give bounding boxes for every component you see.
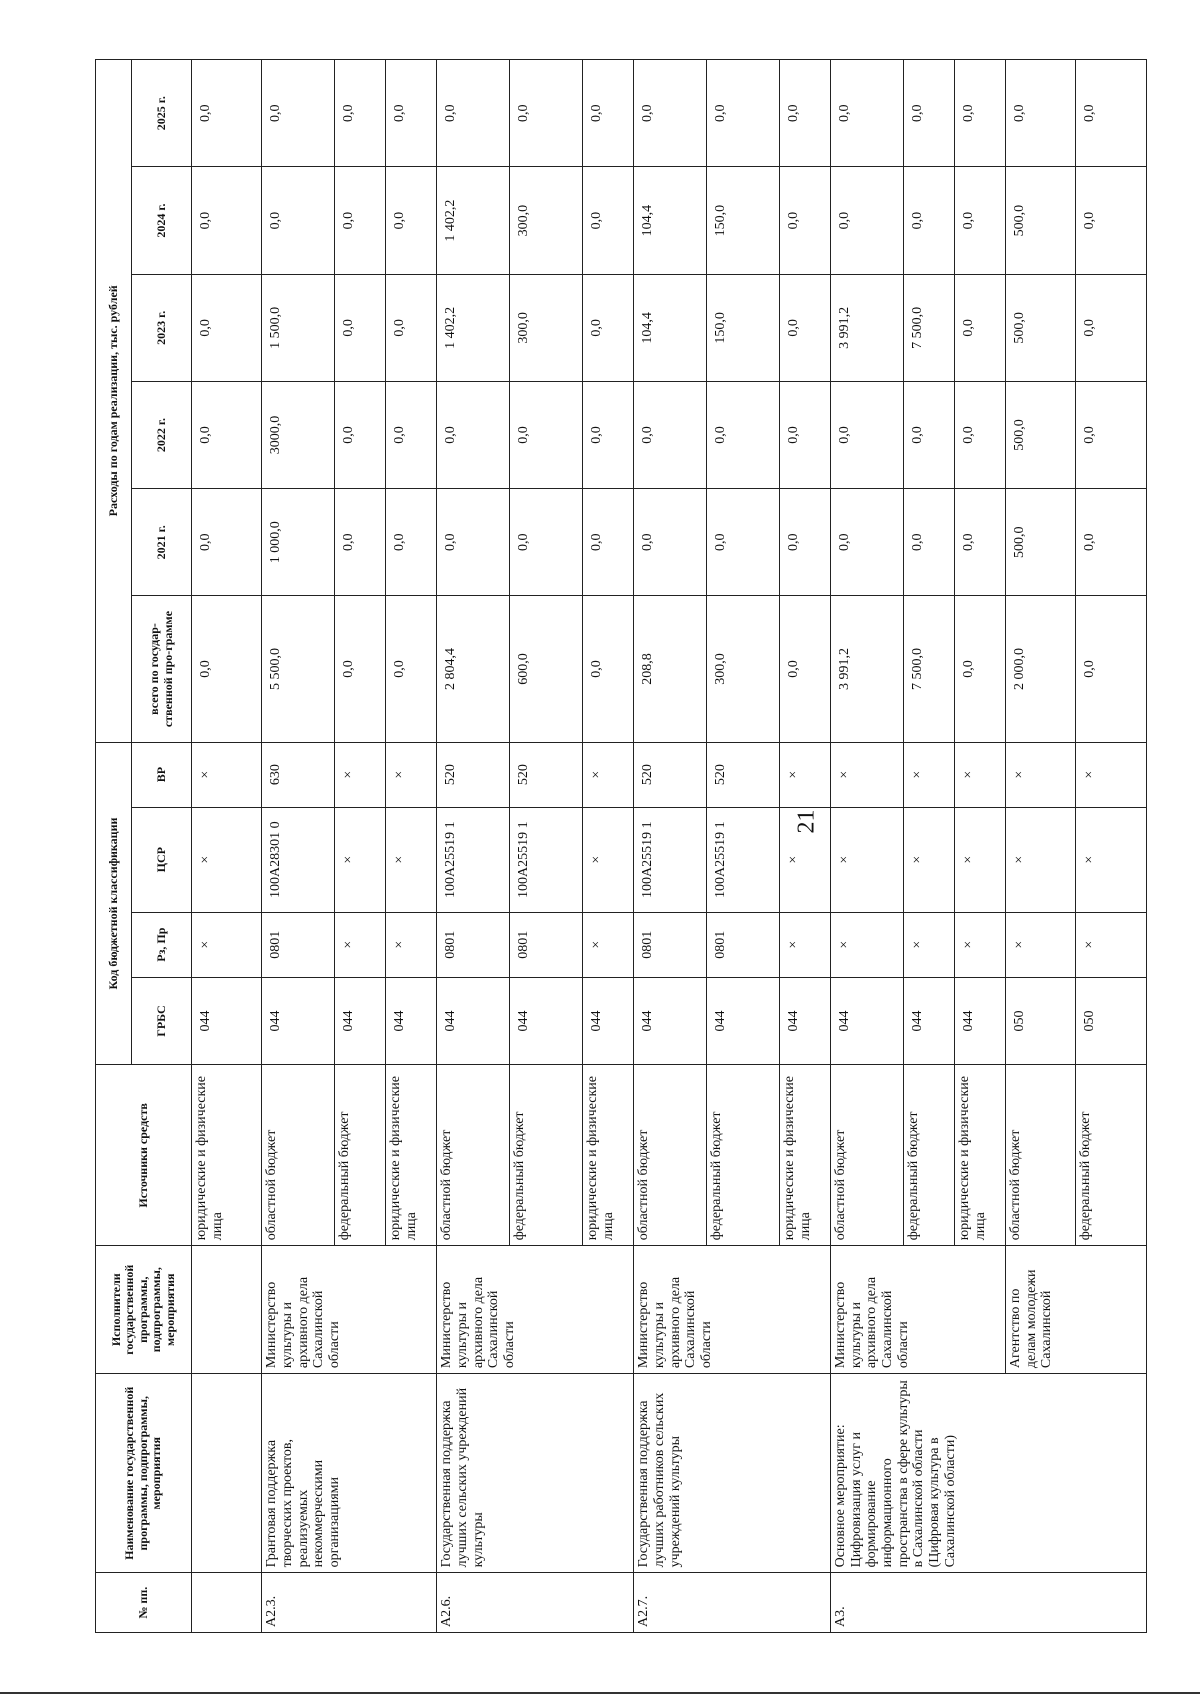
amount-2023: 150,0	[707, 274, 780, 381]
csr-code: ×	[830, 807, 903, 912]
amount-2025: 0,0	[583, 60, 634, 167]
total-amount: 208,8	[634, 596, 707, 742]
rzpr-code: 0801	[510, 912, 583, 977]
amount-2025: 0,0	[386, 60, 437, 167]
executor-cell: Министерство культуры и архивного дела Сахалинской области	[437, 1246, 634, 1374]
amount-2021: 0,0	[437, 489, 510, 596]
amount-2024: 0,0	[192, 167, 262, 274]
amount-2023: 300,0	[510, 274, 583, 381]
grbs-code: 050	[1005, 977, 1075, 1065]
amount-2025: 0,0	[262, 60, 335, 167]
amount-2021: 0,0	[830, 489, 903, 596]
funding-source: областной бюджет	[1005, 1065, 1075, 1246]
table-row	[192, 60, 262, 1633]
amount-2022: 3000,0	[262, 381, 335, 488]
table-row	[634, 60, 707, 1633]
amount-2021: 0,0	[954, 489, 1005, 596]
total-amount: 2 000,0	[1005, 596, 1075, 742]
amount-2024: 500,0	[1005, 167, 1075, 274]
activity-name: Государственная поддержка лучших сельских учреждений культуры	[437, 1374, 634, 1573]
amount-2024: 300,0	[510, 167, 583, 274]
executor-cell: Агентство по делам молодежи Сахалинской	[1005, 1246, 1146, 1374]
amount-2023: 1 402,2	[437, 274, 510, 381]
amount-2024: 0,0	[386, 167, 437, 274]
funding-source: федеральный бюджет	[1076, 1065, 1147, 1246]
amount-2022: 0,0	[1076, 381, 1147, 488]
amount-2024: 0,0	[779, 167, 830, 274]
amount-2022: 0,0	[335, 381, 386, 488]
grbs-code: 044	[192, 977, 262, 1065]
activity-name: Государственная поддержка лучших работников сельских учреждений культуры	[634, 1374, 831, 1573]
header-budget-code: Код бюджетной классификации	[96, 742, 132, 1065]
funding-source: юридические и физические лица	[779, 1065, 830, 1246]
header-rzpr: Рз, Пр	[132, 912, 192, 977]
executor-cell: Министерство культуры и архивного дела Сахалинской области	[262, 1246, 437, 1374]
funding-source: федеральный бюджет	[903, 1065, 954, 1246]
amount-2024: 0,0	[954, 167, 1005, 274]
grbs-code: 050	[1076, 977, 1147, 1065]
amount-2024: 0,0	[1076, 167, 1147, 274]
funding-source: областной бюджет	[830, 1065, 903, 1246]
executor-cell	[192, 1246, 262, 1374]
funding-source: юридические и физические лица	[954, 1065, 1005, 1246]
csr-code: ×	[1076, 807, 1147, 912]
amount-2021: 0,0	[510, 489, 583, 596]
vr-code: ×	[386, 742, 437, 807]
amount-2024: 0,0	[583, 167, 634, 274]
amount-2021: 0,0	[335, 489, 386, 596]
amount-2021: 1 000,0	[262, 489, 335, 596]
header-2021: 2021 г.	[132, 489, 192, 596]
header-vr: ВР	[132, 742, 192, 807]
csr-code: 100А25519 1	[707, 807, 780, 912]
total-amount: 600,0	[510, 596, 583, 742]
amount-2023: 0,0	[386, 274, 437, 381]
amount-2022: 0,0	[954, 381, 1005, 488]
row-number: А2.3.	[262, 1573, 437, 1633]
amount-2023: 0,0	[1076, 274, 1147, 381]
header-name: Наименование государственной программы, подпрограммы, мероприятия	[96, 1374, 192, 1573]
total-amount: 5 500,0	[262, 596, 335, 742]
header-2022: 2022 г.	[132, 381, 192, 488]
grbs-code: 044	[707, 977, 780, 1065]
header-total: всего по государ-ственной про-грамме	[132, 596, 192, 742]
grbs-code: 044	[335, 977, 386, 1065]
amount-2025: 0,0	[510, 60, 583, 167]
rzpr-code: 0801	[707, 912, 780, 977]
amount-2025: 0,0	[437, 60, 510, 167]
vr-code: 520	[437, 742, 510, 807]
amount-2024: 0,0	[830, 167, 903, 274]
header-executor: Исполнители государственной программы, подпрограммы, мероприятия	[96, 1246, 192, 1374]
table-row	[437, 60, 510, 1633]
amount-2022: 0,0	[634, 381, 707, 488]
grbs-code: 044	[437, 977, 510, 1065]
amount-2025: 0,0	[192, 60, 262, 167]
header-expenses: Расходы по годам реализации, тыс. рублей	[96, 60, 132, 743]
grbs-code: 044	[510, 977, 583, 1065]
amount-2023: 1 500,0	[262, 274, 335, 381]
amount-2023: 0,0	[583, 274, 634, 381]
row-number: А2.7.	[634, 1573, 831, 1633]
rzpr-code: ×	[903, 912, 954, 977]
rotated-table-container	[95, 59, 1147, 1633]
amount-2024: 150,0	[707, 167, 780, 274]
amount-2025: 0,0	[779, 60, 830, 167]
amount-2023: 104,4	[634, 274, 707, 381]
total-amount: 0,0	[954, 596, 1005, 742]
funding-source: юридические и физические лица	[583, 1065, 634, 1246]
rzpr-code: ×	[192, 912, 262, 977]
rzpr-code: ×	[335, 912, 386, 977]
total-amount: 0,0	[1076, 596, 1147, 742]
header-2024: 2024 г.	[132, 167, 192, 274]
header-2025: 2025 г.	[132, 60, 192, 167]
funding-source: федеральный бюджет	[335, 1065, 386, 1246]
amount-2024: 0,0	[903, 167, 954, 274]
amount-2021: 0,0	[707, 489, 780, 596]
funding-source: юридические и физические лица	[386, 1065, 437, 1246]
amount-2024: 104,4	[634, 167, 707, 274]
table-row	[262, 60, 335, 1633]
amount-2022: 0,0	[903, 381, 954, 488]
vr-code: ×	[830, 742, 903, 807]
amount-2023: 0,0	[779, 274, 830, 381]
rzpr-code: ×	[954, 912, 1005, 977]
amount-2022: 0,0	[779, 381, 830, 488]
amount-2025: 0,0	[954, 60, 1005, 167]
table-row	[830, 60, 903, 1633]
amount-2025: 0,0	[830, 60, 903, 167]
csr-code: ×	[903, 807, 954, 912]
amount-2021: 0,0	[386, 489, 437, 596]
rzpr-code: ×	[386, 912, 437, 977]
amount-2022: 0,0	[386, 381, 437, 488]
amount-2025: 0,0	[903, 60, 954, 167]
amount-2021: 500,0	[1005, 489, 1075, 596]
rzpr-code: ×	[1076, 912, 1147, 977]
funding-source: федеральный бюджет	[707, 1065, 780, 1246]
amount-2023: 0,0	[335, 274, 386, 381]
amount-2024: 1 402,2	[437, 167, 510, 274]
budget-table	[95, 59, 1147, 1633]
amount-2021: 0,0	[903, 489, 954, 596]
amount-2021: 0,0	[1076, 489, 1147, 596]
total-amount: 3 991,2	[830, 596, 903, 742]
total-amount: 0,0	[583, 596, 634, 742]
rzpr-code: ×	[583, 912, 634, 977]
header-2023: 2023 г.	[132, 274, 192, 381]
csr-code: ×	[335, 807, 386, 912]
row-number	[192, 1573, 262, 1633]
activity-name: Основное мероприятие: Цифровизация услуг и формирование информационного пространства в сфере культуры в Сахалинской области (Цифровая культура в Сахалинской области)	[830, 1374, 1146, 1573]
amount-2023: 7 500,0	[903, 274, 954, 381]
table-body	[192, 60, 1147, 1633]
grbs-code: 044	[830, 977, 903, 1065]
activity-name	[192, 1374, 262, 1573]
rzpr-code: 0801	[262, 912, 335, 977]
amount-2022: 0,0	[583, 381, 634, 488]
grbs-code: 044	[634, 977, 707, 1065]
executor-cell: Министерство культуры и архивного дела Сахалинской области	[634, 1246, 831, 1374]
amount-2022: 0,0	[192, 381, 262, 488]
grbs-code: 044	[903, 977, 954, 1065]
funding-source: юридические и физические лица	[192, 1065, 262, 1246]
page-number: 21	[793, 809, 820, 834]
grbs-code: 044	[954, 977, 1005, 1065]
amount-2025: 0,0	[634, 60, 707, 167]
vr-code: 520	[634, 742, 707, 807]
csr-code: 100А28301 0	[262, 807, 335, 912]
vr-code: ×	[335, 742, 386, 807]
header-source: Источники средств	[96, 1065, 192, 1246]
funding-source: федеральный бюджет	[510, 1065, 583, 1246]
rzpr-code: 0801	[437, 912, 510, 977]
amount-2022: 0,0	[437, 381, 510, 488]
amount-2024: 0,0	[262, 167, 335, 274]
header-grbs: ГРБС	[132, 977, 192, 1065]
vr-code: 520	[510, 742, 583, 807]
amount-2021: 0,0	[779, 489, 830, 596]
vr-code: ×	[1005, 742, 1075, 807]
amount-2021: 0,0	[583, 489, 634, 596]
vr-code: ×	[954, 742, 1005, 807]
funding-source: областной бюджет	[262, 1065, 335, 1246]
csr-code: ×	[386, 807, 437, 912]
amount-2022: 500,0	[1005, 381, 1075, 488]
header-num: № пп.	[96, 1573, 192, 1633]
amount-2022: 0,0	[830, 381, 903, 488]
amount-2025: 0,0	[1076, 60, 1147, 167]
grbs-code: 044	[583, 977, 634, 1065]
amount-2025: 0,0	[707, 60, 780, 167]
activity-name: Грантовая поддержка творческих проектов, реализуемых некоммерческими организациями	[262, 1374, 437, 1573]
amount-2023: 3 991,2	[830, 274, 903, 381]
rzpr-code: 0801	[634, 912, 707, 977]
csr-code: ×	[583, 807, 634, 912]
vr-code: ×	[779, 742, 830, 807]
csr-code: ×	[1005, 807, 1075, 912]
vr-code: ×	[192, 742, 262, 807]
rzpr-code: ×	[779, 912, 830, 977]
grbs-code: 044	[779, 977, 830, 1065]
vr-code: 520	[707, 742, 780, 807]
total-amount: 0,0	[779, 596, 830, 742]
funding-source: областной бюджет	[437, 1065, 510, 1246]
funding-source: областной бюджет	[634, 1065, 707, 1246]
grbs-code: 044	[386, 977, 437, 1065]
amount-2022: 0,0	[707, 381, 780, 488]
vr-code: ×	[903, 742, 954, 807]
row-number: А2.6.	[437, 1573, 634, 1633]
amount-2021: 0,0	[634, 489, 707, 596]
csr-code: 100А25519 1	[634, 807, 707, 912]
csr-code: ×	[192, 807, 262, 912]
vr-code: ×	[1076, 742, 1147, 807]
amount-2023: 500,0	[1005, 274, 1075, 381]
grbs-code: 044	[262, 977, 335, 1065]
csr-code: ×	[779, 807, 830, 912]
total-amount: 7 500,0	[903, 596, 954, 742]
csr-code: 100А25519 1	[437, 807, 510, 912]
executor-cell: Министерство культуры и архивного дела Сахалинской области	[830, 1246, 1005, 1374]
amount-2024: 0,0	[335, 167, 386, 274]
rzpr-code: ×	[1005, 912, 1075, 977]
total-amount: 0,0	[386, 596, 437, 742]
vr-code: ×	[583, 742, 634, 807]
header-csr: ЦСР	[132, 807, 192, 912]
total-amount: 300,0	[707, 596, 780, 742]
amount-2023: 0,0	[192, 274, 262, 381]
total-amount: 0,0	[335, 596, 386, 742]
csr-code: 100А25519 1	[510, 807, 583, 912]
page-bottom-rule	[0, 1692, 1200, 1694]
amount-2021: 0,0	[192, 489, 262, 596]
amount-2025: 0,0	[335, 60, 386, 167]
vr-code: 630	[262, 742, 335, 807]
total-amount: 2 804,4	[437, 596, 510, 742]
row-number: А3.	[830, 1573, 1146, 1633]
amount-2022: 0,0	[510, 381, 583, 488]
total-amount: 0,0	[192, 596, 262, 742]
amount-2023: 0,0	[954, 274, 1005, 381]
rzpr-code: ×	[830, 912, 903, 977]
amount-2025: 0,0	[1005, 60, 1075, 167]
csr-code: ×	[954, 807, 1005, 912]
